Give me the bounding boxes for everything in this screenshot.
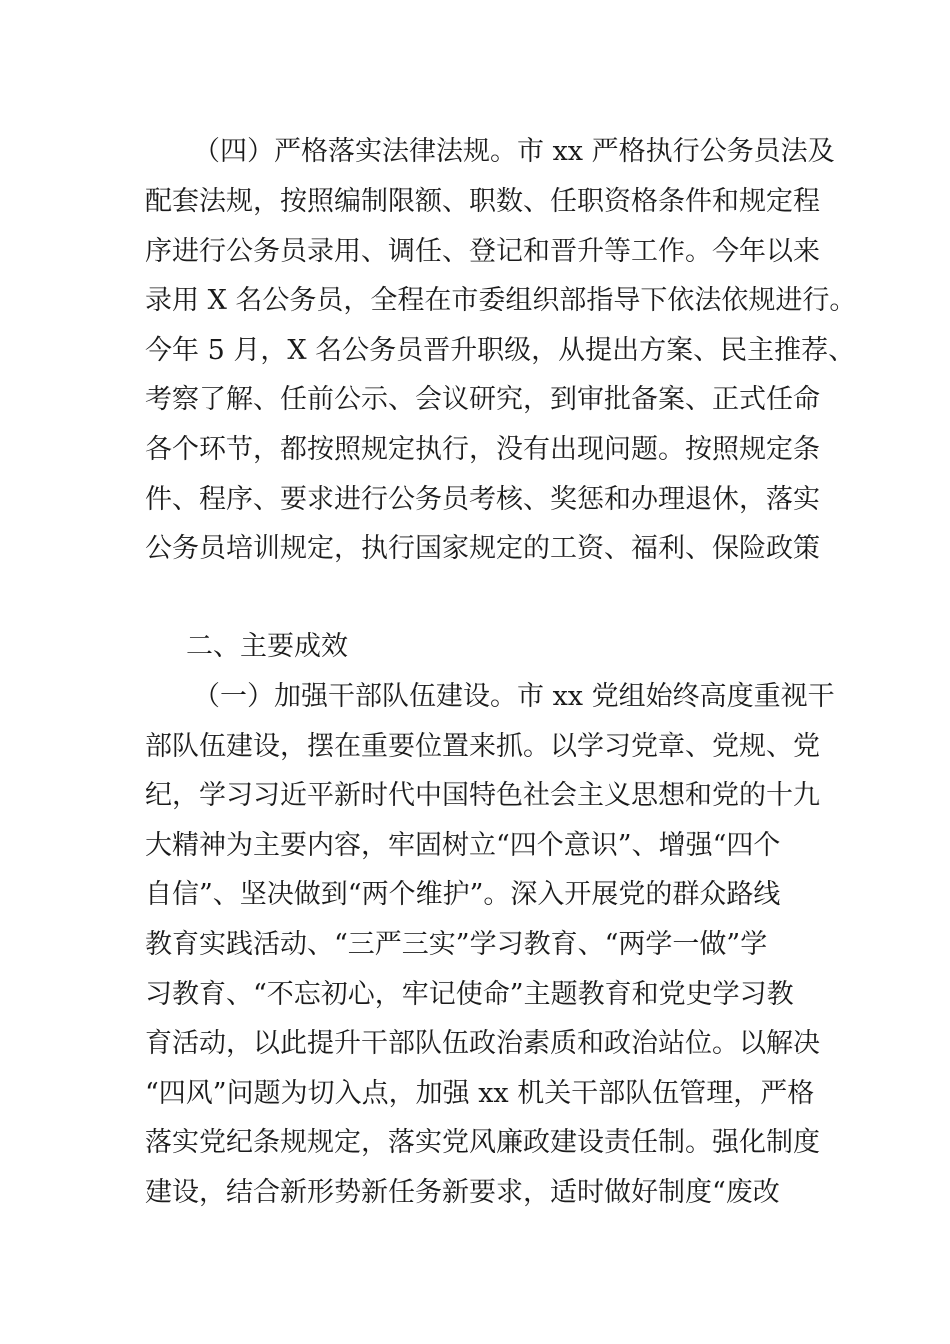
paragraph-line: 教育实践活动、“三严三实”学习教育、“两学一做”学 <box>145 929 768 960</box>
paragraph-line: 各个环节，都按照规定执行，没有出现问题。按照规定条 <box>145 434 820 465</box>
paragraph-line: “四风”问题为切入点，加强 xx 机关干部队伍管理，严格 <box>145 1078 815 1109</box>
paragraph-line: 建设，结合新形势新任务新要求，适时做好制度“废改 <box>145 1177 780 1208</box>
paragraph-line: （四）严格落实法律法规。市 xx 严格执行公务员法及 <box>193 136 835 167</box>
paragraph-line: 纪，学习习近平新时代中国特色社会主义思想和党的十九 <box>145 780 820 811</box>
paragraph-line: 部队伍建设，摆在重要位置来抓。以学习党章、党规、党 <box>145 731 820 762</box>
paragraph-line: 习教育、“不忘初心，牢记使命”主题教育和党史学习教 <box>145 979 794 1010</box>
paragraph-line: 公务员培训规定，执行国家规定的工资、福利、保险政策 <box>145 533 820 564</box>
paragraph-line: 育活动，以此提升干部队伍政治素质和政治站位。以解决 <box>145 1028 820 1059</box>
paragraph-line: 配套法规，按照编制限额、职数、任职资格条件和规定程 <box>145 186 820 217</box>
paragraph-line: 考察了解、任前公示、会议研究，到审批备案、正式任命 <box>145 384 820 415</box>
paragraph-line: 落实党纪条规规定，落实党风廉政建设责任制。强化制度 <box>145 1127 820 1158</box>
paragraph-line: 今年 5 月，X 名公务员晋升职级，从提出方案、民主推荐、 <box>145 335 856 366</box>
paragraph-line: （一）加强干部队伍建设。市 xx 党组始终高度重视干 <box>193 681 835 712</box>
section-heading: 二、主要成效 <box>186 631 348 662</box>
paragraph-line: 大精神为主要内容，牢固树立“四个意识”、增强“四个 <box>145 830 781 861</box>
paragraph-line: 录用 X 名公务员，全程在市委组织部指导下依法依规进行。 <box>145 285 857 316</box>
paragraph-line: 序进行公务员录用、调任、登记和晋升等工作。今年以来 <box>145 236 820 267</box>
paragraph-line: 自信”、坚决做到“两个维护”。深入开展党的群众路线 <box>145 879 781 910</box>
paragraph-line: 件、程序、要求进行公务员考核、奖惩和办理退休，落实 <box>145 484 820 515</box>
